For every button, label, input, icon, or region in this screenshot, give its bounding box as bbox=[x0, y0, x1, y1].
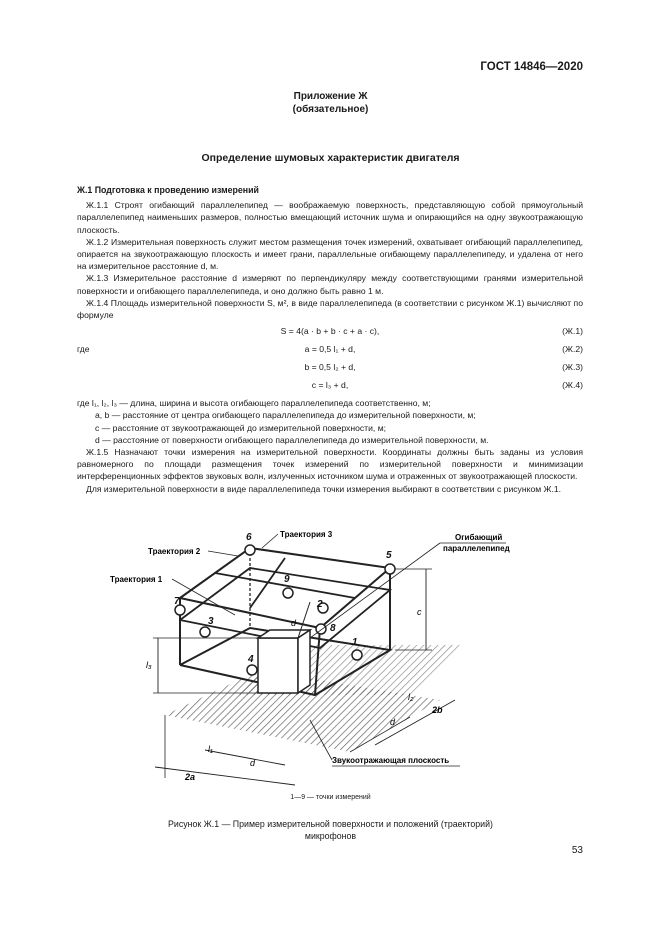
formula-1 bbox=[77, 325, 583, 343]
formula-3-expr: b = 0,5 l₂ + d, bbox=[304, 362, 356, 373]
point-label-1: 1 bbox=[352, 637, 358, 648]
formula-1-expr: S = 4(a · b + b · c + a · c), bbox=[280, 326, 380, 337]
dim-2b-label: 2b bbox=[432, 705, 443, 715]
formula-2-expr: a = 0,5 l₁ + d, bbox=[304, 344, 356, 355]
formula-1-number: (Ж.1) bbox=[562, 326, 583, 337]
paragraph-3: Ж.1.3 Измерительное расстояние d измеряют по перпендикуляру между соответствующими гранями измерительной поверхности и огибающего параллелепипеда, и оно должно быть равно 1 м. bbox=[77, 273, 583, 296]
figure-legend: 1—9 — точки измерений bbox=[290, 794, 371, 801]
point-label-5: 5 bbox=[386, 550, 392, 561]
figure-caption-line-1: Рисунок Ж.1 — Пример измерительной поверхности и положений (траекторий) bbox=[168, 819, 493, 829]
appendix-subtitle: (обязательное) bbox=[292, 104, 369, 115]
appendix-title: Приложение Ж bbox=[293, 91, 368, 102]
trajectory-3-line bbox=[250, 558, 285, 608]
formula-2 bbox=[77, 343, 583, 361]
definition-3: c — расстояние от звукоотражающей до измерительной поверхности, м; bbox=[95, 422, 386, 433]
point-label-4: 4 bbox=[248, 654, 254, 665]
figure-caption bbox=[0, 818, 661, 842]
dim-d-right-label: d bbox=[390, 717, 396, 727]
definition-1: где l₁, l₂, l₃ — длина, ширина и высота огибающего параллелепипеда соответственно, м; bbox=[77, 398, 431, 409]
section-title: Определение шумовых характеристик двигателя bbox=[201, 152, 460, 164]
paragraph-5: Ж.1.5 Назначают точки измерения на измерительной поверхности. Координаты должны быть заданы из условия равномерного по площади размещения точек измерений по измерительной поверхности и минимизации интерференционных эффектов звуковых волн, излученных источником шума и отраженных от звукоотражающей плоскости. bbox=[77, 447, 583, 482]
dim-2a-label: 2a bbox=[185, 772, 196, 782]
formula-4-number: (Ж.4) bbox=[562, 380, 583, 391]
dim-c-label: c bbox=[417, 607, 422, 617]
paragraph-6: Для измерительной поверхности в виде параллелепипеда точки измерения выбирают в соответствии с рисунком Ж.1. bbox=[86, 483, 562, 494]
dim-l2-label: l₂ bbox=[408, 692, 414, 702]
envelope-label-2: параллелепипед bbox=[443, 544, 510, 553]
trajectory-2-label: Траектория 2 bbox=[148, 547, 201, 556]
paragraph-1: Ж.1.1 Строят огибающий параллелепипед — воображаемую поверхность, представляющую собой прямоугольный параллелепипед наименьших размеров, полностью вмещающий источник шума и опирающийся на одну звукоотражающую плоскость. bbox=[77, 200, 583, 235]
appendix-heading bbox=[0, 90, 661, 116]
envelope-box bbox=[258, 630, 310, 693]
dim-d-inner-label: d bbox=[291, 618, 297, 628]
definition-4: d — расстояние от поверхности огибающего параллелепипеда до измерительной поверхности, м. bbox=[95, 434, 489, 445]
definitions bbox=[77, 397, 583, 446]
dim-l1-d-line bbox=[205, 750, 285, 765]
trajectory-3-label: Траектория 3 bbox=[280, 530, 333, 539]
trajectory-1-label: Траектория 1 bbox=[110, 575, 163, 584]
dim-l3-label: l₃ bbox=[146, 660, 152, 670]
formula-4-expr: c = l₃ + d, bbox=[311, 380, 349, 391]
point-label-8: 8 bbox=[330, 623, 336, 634]
formula-2-number: (Ж.2) bbox=[562, 344, 583, 355]
point-label-3: 3 bbox=[208, 616, 214, 627]
figure-diagram bbox=[110, 520, 580, 800]
paragraph-4: Ж.1.4 Площадь измерительной поверхности S, м², в виде параллелепипеда (в соответствии с рисунком Ж.1) вычисляют по формуле bbox=[77, 297, 583, 321]
figure-caption-line-2: микрофонов bbox=[304, 831, 357, 841]
dim-d-bottom-label: d bbox=[250, 758, 256, 768]
trajectory-2-leader bbox=[208, 551, 238, 556]
paragraph-2: Ж.1.2 Измерительная поверхность служит местом размещения точек измерений, охватывает огибающий параллелепипед, опирается на звукоотражающую плоскость и имеет грани, параллельные огибающему параллелепипеду, и удалена от него на измерительное расстояние d, м. bbox=[77, 236, 583, 272]
trajectory-3-leader bbox=[262, 534, 278, 548]
definition-2: a, b — расстояние от центра огибающего параллелепипеда до измерительной поверхности, м; bbox=[95, 410, 476, 421]
envelope-leader bbox=[310, 543, 440, 638]
subsection-heading: Ж.1 Подготовка к проведению измерений bbox=[77, 185, 259, 195]
dim-l1-label: l₁ bbox=[208, 744, 213, 754]
formula-4 bbox=[77, 379, 583, 397]
formula-where: где bbox=[77, 344, 90, 355]
plane-label: Звукоотражающая плоскость bbox=[332, 756, 450, 765]
point-label-6: 6 bbox=[246, 532, 252, 543]
page-number: 53 bbox=[571, 845, 583, 856]
point-label-7: 7 bbox=[174, 596, 180, 607]
document-code: ГОСТ 14846—2020 bbox=[480, 61, 583, 73]
point-label-9: 9 bbox=[284, 574, 290, 585]
formula-3 bbox=[77, 361, 583, 379]
envelope-label-1: Огибающий bbox=[455, 533, 503, 542]
point-label-2: 2 bbox=[317, 599, 323, 610]
formula-3-number: (Ж.3) bbox=[562, 362, 583, 373]
dim-2a-line bbox=[155, 767, 295, 785]
body-text bbox=[77, 184, 583, 495]
